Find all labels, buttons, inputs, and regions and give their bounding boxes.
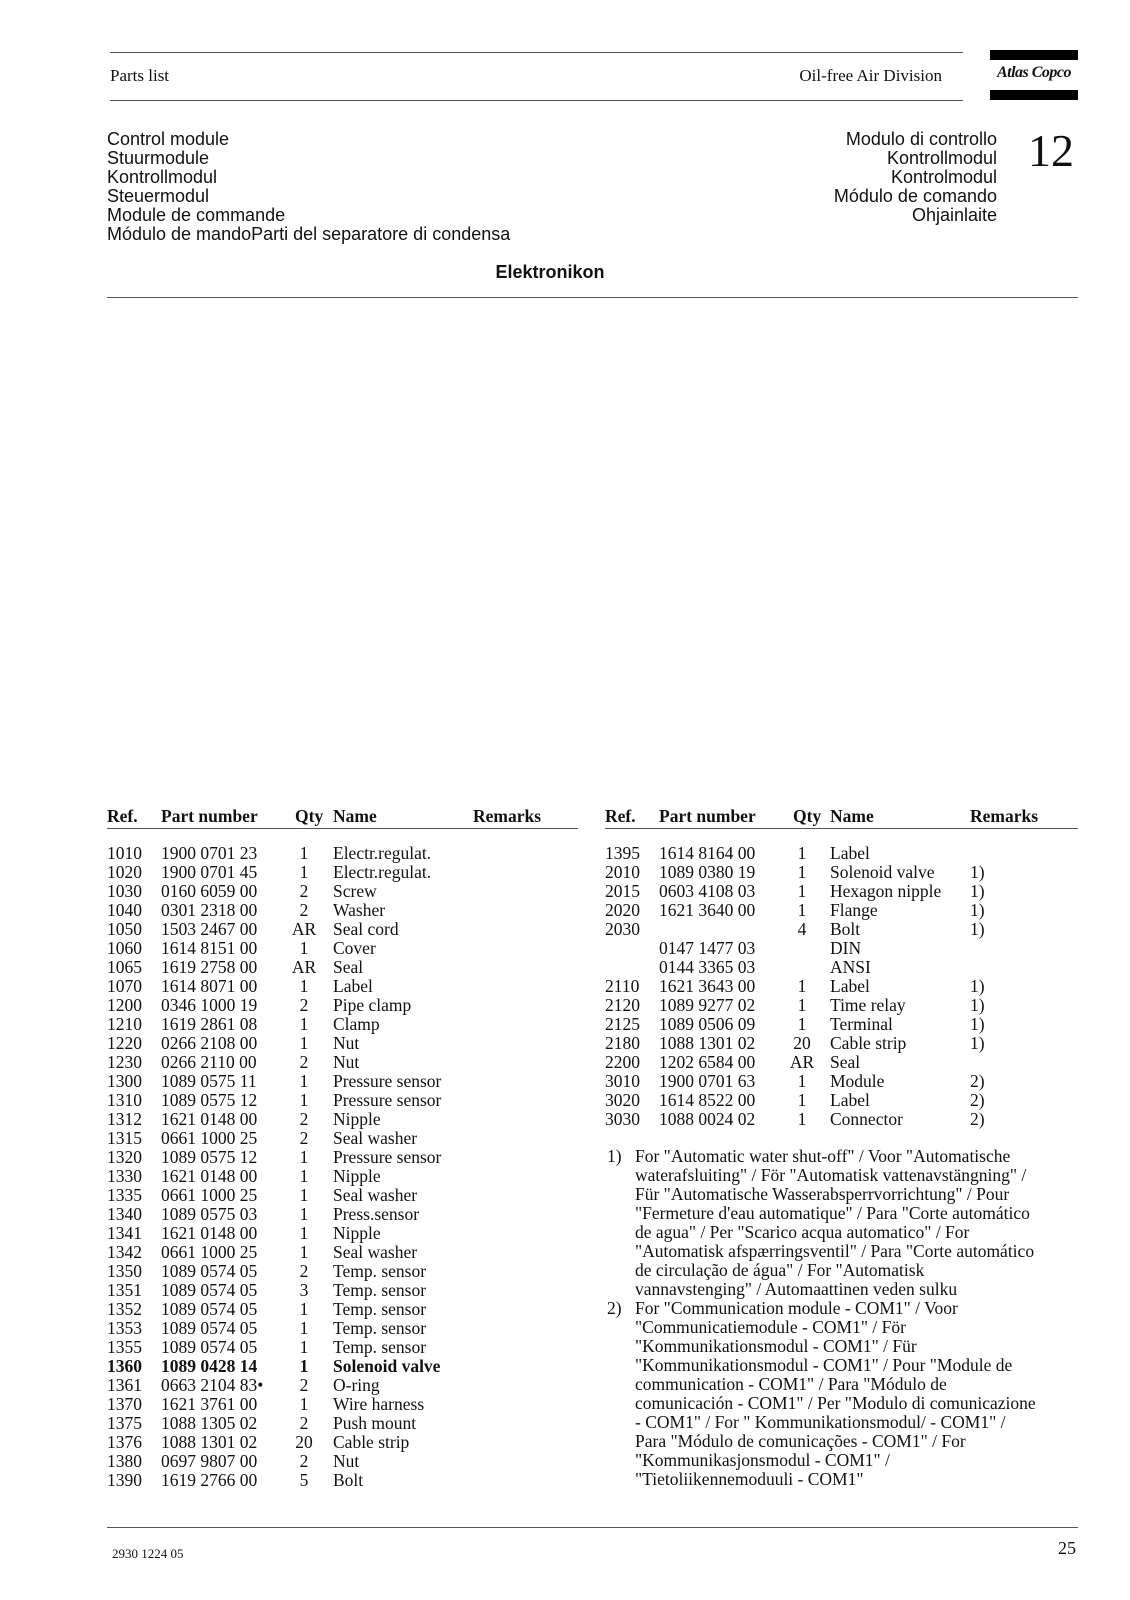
- cell-part-number: 1619 2758 00: [161, 957, 258, 977]
- table-row: [0, 1357, 580, 1376]
- cell-qty: 1: [797, 900, 807, 920]
- cell-qty: 1: [299, 938, 309, 958]
- cell-part-number: 1089 9277 02: [659, 995, 756, 1015]
- cell-ref: 1300: [107, 1071, 142, 1091]
- table-row: [0, 1110, 1100, 1129]
- cell-ref: 1050: [107, 919, 142, 939]
- cell-part-number: 1089 0575 11: [161, 1071, 257, 1091]
- cell-qty: AR: [291, 919, 317, 939]
- footnote-line: waterafsluiting" / För "Automatisk vattenavstängning" /: [635, 1165, 1027, 1185]
- cell-qty: 1: [797, 843, 807, 863]
- table-row: [0, 1148, 580, 1167]
- cell-part-number: 1900 0701 23: [161, 843, 258, 863]
- cell-part-number: 1089 0574 05: [161, 1280, 258, 1300]
- table-row: [0, 920, 1100, 939]
- cell-qty: 2: [299, 1109, 309, 1129]
- cell-part-number: 0144 3365 03: [659, 957, 756, 977]
- cell-part-number: 1614 8164 00: [659, 843, 756, 863]
- cell-qty: 1: [299, 1033, 309, 1053]
- footnote-text: [635, 1147, 1085, 1299]
- title-rule: [107, 297, 1078, 298]
- col-ref: Ref.: [107, 806, 138, 826]
- cell-name: Label: [830, 843, 870, 863]
- cell-ref: 2020: [605, 900, 640, 920]
- titles-right: [834, 130, 997, 225]
- cell-part-number: 0147 1477 03: [659, 938, 756, 958]
- col-name: Name: [333, 806, 377, 826]
- cell-remarks: 1): [970, 1014, 985, 1034]
- cell-ref: 1200: [107, 995, 142, 1015]
- cell-part-number: 0301 2318 00: [161, 900, 258, 920]
- col-name: Name: [830, 806, 874, 826]
- col-ref: Ref.: [605, 806, 636, 826]
- cell-qty: 1: [299, 1337, 309, 1357]
- cell-ref: 1335: [107, 1185, 142, 1205]
- cell-ref: 1355: [107, 1337, 142, 1357]
- chapter-number: 12: [1028, 125, 1074, 176]
- cell-name: Temp. sensor: [333, 1318, 427, 1338]
- page-number: 25: [1058, 1538, 1076, 1558]
- table-row: [0, 882, 1100, 901]
- cell-part-number: 1202 6584 00: [659, 1052, 756, 1072]
- table-row: [0, 1205, 580, 1224]
- cell-part-number: 1621 0148 00: [161, 1109, 258, 1129]
- header-top-rule: [110, 52, 963, 53]
- cell-qty: AR: [291, 957, 317, 977]
- cell-qty: 5: [299, 1470, 309, 1490]
- footnote-line: de circulação de água" / For "Automatisk: [635, 1260, 925, 1280]
- cell-ref: 1310: [107, 1090, 142, 1110]
- footnote-line: "Kommunikationsmodul - COM1" / Für: [635, 1336, 917, 1356]
- cell-part-number: 0663 2104 83•: [161, 1375, 264, 1395]
- col-qty: Qty: [793, 806, 822, 826]
- title-da: Kontrollmodul: [886, 148, 997, 168]
- cell-qty: 1: [299, 843, 309, 863]
- footnote-line: Para "Módulo de comunicações - COM1" / For: [635, 1431, 966, 1451]
- cell-qty: 1: [797, 1014, 807, 1034]
- cell-name: DIN: [830, 938, 862, 958]
- table-row: [0, 1015, 1100, 1034]
- cell-remarks: 2): [970, 1071, 985, 1091]
- cell-name: Cable strip: [333, 1432, 410, 1452]
- cell-ref: 2125: [605, 1014, 640, 1034]
- cell-qty: 1: [797, 995, 807, 1015]
- cell-qty: 2: [299, 1375, 309, 1395]
- title-it: Modulo di controllo: [845, 129, 997, 149]
- cell-part-number: 0697 9807 00: [161, 1451, 258, 1471]
- document-number: 2930 1224 05: [112, 1546, 184, 1561]
- table-row: [0, 1224, 580, 1243]
- footer-rule: [107, 1527, 1078, 1528]
- section-subtitle: Elektronikon: [495, 262, 605, 282]
- cell-qty: 2: [299, 1413, 309, 1433]
- cell-ref: 1330: [107, 1166, 142, 1186]
- cell-ref: 1010: [107, 843, 142, 863]
- footnote-text: [635, 1299, 1085, 1489]
- cell-name: Label: [830, 976, 870, 996]
- cell-part-number: 0346 1000 19: [161, 995, 258, 1015]
- cell-name: Wire harness: [333, 1394, 425, 1414]
- cell-name: Washer: [333, 900, 386, 920]
- title-en: Control module: [107, 129, 230, 149]
- cell-qty: 1: [797, 1090, 807, 1110]
- footnote-line: "Communicatiemodule - COM1" / För: [635, 1317, 906, 1337]
- cell-part-number: 0266 2110 00: [161, 1052, 257, 1072]
- cell-qty: 1: [797, 1109, 807, 1129]
- footnote-line: "Fermeture d'eau automatique" / Para "Corte automático: [635, 1203, 1030, 1223]
- table-row: [0, 1034, 1100, 1053]
- cell-name: Connector: [830, 1109, 903, 1129]
- cell-remarks: 1): [970, 995, 985, 1015]
- cell-remarks: 1): [970, 919, 985, 939]
- cell-qty: 1: [299, 1090, 309, 1110]
- cell-qty: 1: [797, 976, 807, 996]
- cell-name: Time relay: [830, 995, 906, 1015]
- cell-qty: 1: [797, 862, 807, 882]
- table-row: [0, 939, 1100, 958]
- footnote-line: For "Automatic water shut-off" / Voor "Automatische: [635, 1146, 1011, 1166]
- cell-part-number: 1614 8522 00: [659, 1090, 756, 1110]
- cell-part-number: 1621 0148 00: [161, 1223, 258, 1243]
- cell-name: Nipple: [333, 1223, 381, 1243]
- footnote-line: vannavstenging" / Automaattinen veden sulku: [635, 1279, 958, 1299]
- cell-name: Push mount: [333, 1413, 417, 1433]
- table-row: [0, 1452, 580, 1471]
- cell-part-number: 1900 0701 63: [659, 1071, 756, 1091]
- header-division: Oil-free Air Division: [799, 66, 942, 85]
- cell-qty: 1: [299, 1185, 309, 1205]
- cell-qty: 2: [299, 881, 309, 901]
- cell-ref: 2200: [605, 1052, 640, 1072]
- cell-ref: 1342: [107, 1242, 142, 1262]
- cell-name: Temp. sensor: [333, 1261, 427, 1281]
- cell-qty: 1: [299, 1147, 309, 1167]
- cell-ref: 1361: [107, 1375, 142, 1395]
- footnote-line: - COM1" / For " Kommunikationsmodul/ - COM1" /: [635, 1412, 1006, 1432]
- cell-qty: 2: [299, 1128, 309, 1148]
- title-es: Módulo de mandoParti del separatore di condensa: [107, 224, 511, 244]
- cell-name: Pressure sensor: [333, 1147, 442, 1167]
- table-row: [0, 1376, 580, 1395]
- cell-ref: 3010: [605, 1071, 640, 1091]
- cell-ref: 1380: [107, 1451, 142, 1471]
- table-row: [0, 1414, 580, 1433]
- cell-name: Seal washer: [333, 1128, 418, 1148]
- cell-part-number: 1621 3643 00: [659, 976, 756, 996]
- cell-part-number: 1089 0428 14: [161, 1356, 258, 1376]
- cell-part-number: 1089 0574 05: [161, 1261, 258, 1281]
- footnote-line: communication - COM1" / Para "Módulo de: [635, 1374, 947, 1394]
- table-row: [0, 1129, 580, 1148]
- cell-ref: 1220: [107, 1033, 142, 1053]
- cell-remarks: 1): [970, 1033, 985, 1053]
- cell-name: Module: [830, 1071, 885, 1091]
- cell-name: Solenoid valve: [333, 1356, 441, 1376]
- cell-name: Temp. sensor: [333, 1337, 427, 1357]
- cell-name: Solenoid valve: [830, 862, 935, 882]
- parts-table-right: [0, 844, 1100, 1129]
- cell-part-number: 1619 2861 08: [161, 1014, 258, 1034]
- cell-ref: 1315: [107, 1128, 142, 1148]
- cell-name: Cover: [333, 938, 376, 958]
- cell-part-number: 1089 0380 19: [659, 862, 756, 882]
- cell-ref: 2180: [605, 1033, 640, 1053]
- header-section-title: Parts list: [110, 66, 170, 85]
- cell-part-number: 1089 0574 05: [161, 1337, 258, 1357]
- cell-qty: 1: [299, 1318, 309, 1338]
- table-row: [0, 1319, 580, 1338]
- cell-part-number: 1089 0575 12: [161, 1090, 258, 1110]
- cell-ref: 3020: [605, 1090, 640, 1110]
- cell-name: ANSI: [830, 957, 871, 977]
- cell-name: Nipple: [333, 1109, 381, 1129]
- cell-name: Cable strip: [830, 1033, 907, 1053]
- cell-ref: 1060: [107, 938, 142, 958]
- footnote: [607, 1299, 1077, 1489]
- cell-ref: 1350: [107, 1261, 142, 1281]
- cell-name: Seal: [333, 957, 364, 977]
- table-row: [0, 1167, 580, 1186]
- cell-ref: 1360: [107, 1356, 142, 1376]
- cell-ref: 1230: [107, 1052, 142, 1072]
- cell-part-number: 1088 1301 02: [659, 1033, 756, 1053]
- title-sv: Kontrollmodul: [107, 167, 218, 187]
- cell-name: Label: [333, 976, 373, 996]
- cell-ref: 1312: [107, 1109, 142, 1129]
- table-row: [0, 1053, 1100, 1072]
- col-remarks: Remarks: [970, 806, 1039, 826]
- cell-part-number: 0603 4108 03: [659, 881, 756, 901]
- table-row: [0, 1433, 580, 1452]
- col-remarks: Remarks: [473, 806, 542, 826]
- footnote-line: de agua" / Per "Scarico acqua automatico" / For: [635, 1222, 970, 1242]
- cell-part-number: 1089 0574 05: [161, 1299, 258, 1319]
- cell-ref: 1376: [107, 1432, 142, 1452]
- cell-ref: 2110: [605, 976, 640, 996]
- cell-part-number: 1089 0574 05: [161, 1318, 258, 1338]
- cell-qty: 1: [299, 976, 309, 996]
- table-row: [0, 1281, 580, 1300]
- cell-name: Pipe clamp: [333, 995, 412, 1015]
- cell-remarks: 1): [970, 900, 985, 920]
- cell-name: Bolt: [830, 919, 861, 939]
- cell-part-number: 0160 6059 00: [161, 881, 258, 901]
- cell-name: Terminal: [830, 1014, 893, 1034]
- cell-part-number: 1619 2766 00: [161, 1470, 258, 1490]
- cell-name: Clamp: [333, 1014, 380, 1034]
- cell-part-number: 1089 0506 09: [659, 1014, 756, 1034]
- cell-part-number: 0266 2108 00: [161, 1033, 258, 1053]
- cell-name: Hexagon nipple: [830, 881, 942, 901]
- cell-name: Pressure sensor: [333, 1071, 442, 1091]
- cell-qty: 4: [797, 919, 807, 939]
- table-row: [0, 1072, 1100, 1091]
- cell-part-number: 1621 3640 00: [659, 900, 756, 920]
- cell-name: Temp. sensor: [333, 1280, 427, 1300]
- cell-ref: 2030: [605, 919, 640, 939]
- table-row: [0, 1338, 580, 1357]
- col-part-number: Part number: [659, 806, 756, 826]
- table-row: [0, 901, 1100, 920]
- table-row: [0, 1395, 580, 1414]
- cell-part-number: 0661 1000 25: [161, 1185, 258, 1205]
- cell-ref: 1395: [605, 843, 640, 863]
- cell-remarks: 1): [970, 976, 985, 996]
- cell-qty: 20: [295, 1432, 313, 1452]
- footnote-line: For "Communication module - COM1" / Voor: [635, 1298, 958, 1318]
- table-row: [0, 863, 1100, 882]
- table-row: [0, 844, 1100, 863]
- cell-part-number: 1614 8071 00: [161, 976, 258, 996]
- cell-ref: 1352: [107, 1299, 142, 1319]
- cell-qty: 1: [299, 1014, 309, 1034]
- cell-qty: 1: [797, 881, 807, 901]
- cell-qty: 1: [299, 1071, 309, 1091]
- cell-part-number: 1089 0575 03: [161, 1204, 258, 1224]
- col-qty: Qty: [295, 806, 324, 826]
- cell-part-number: 1621 3761 00: [161, 1394, 258, 1414]
- cell-name: Temp. sensor: [333, 1299, 427, 1319]
- cell-part-number: 1503 2467 00: [161, 919, 258, 939]
- cell-ref: 1370: [107, 1394, 142, 1414]
- col-part-number: Part number: [161, 806, 258, 826]
- cell-qty: 1: [299, 1299, 309, 1319]
- cell-name: Nipple: [333, 1166, 381, 1186]
- cell-remarks: 1): [970, 881, 985, 901]
- cell-name: Seal washer: [333, 1242, 418, 1262]
- footnote-line: "Kommunikasjonsmodul - COM1" /: [635, 1450, 890, 1470]
- cell-ref: 3030: [605, 1109, 640, 1129]
- cell-name: O-ring: [333, 1375, 380, 1395]
- cell-ref: 1351: [107, 1280, 142, 1300]
- title-fr: Module de commande: [107, 205, 286, 225]
- cell-name: Electr.regulat.: [333, 862, 432, 882]
- table-row: [0, 1300, 580, 1319]
- cell-part-number: 1614 8151 00: [161, 938, 258, 958]
- cell-qty: 2: [299, 1261, 309, 1281]
- footnote-number: 2): [607, 1298, 622, 1318]
- footnote-line: "Kommunikationsmodul - COM1" / Pour "Module de: [635, 1355, 1013, 1375]
- cell-name: Label: [830, 1090, 870, 1110]
- atlas-copco-logo: Atlas Copco: [990, 50, 1078, 102]
- cell-qty: 1: [299, 1394, 309, 1414]
- title-no: Kontrolmodul: [890, 167, 997, 187]
- cell-part-number: 1088 1301 02: [161, 1432, 258, 1452]
- cell-part-number: 0661 1000 25: [161, 1242, 258, 1262]
- cell-name: Nut: [333, 1451, 360, 1471]
- cell-part-number: 0661 1000 25: [161, 1128, 258, 1148]
- cell-part-number: 1089 0575 12: [161, 1147, 258, 1167]
- cell-qty: 2: [299, 900, 309, 920]
- table-header-rule-right: [605, 828, 1078, 829]
- table-row: [0, 1091, 1100, 1110]
- cell-qty: 1: [299, 1166, 309, 1186]
- cell-name: Seal: [830, 1052, 861, 1072]
- cell-name: Bolt: [333, 1470, 364, 1490]
- cell-ref: 1353: [107, 1318, 142, 1338]
- footnote-number: 1): [607, 1146, 622, 1166]
- table-row: [0, 1243, 580, 1262]
- cell-qty: 1: [299, 1223, 309, 1243]
- table-header-rule-left: [107, 828, 578, 829]
- footnote-line: "Tietoliikennemoduuli - COM1": [635, 1469, 864, 1489]
- cell-ref: 1340: [107, 1204, 142, 1224]
- cell-ref: 1390: [107, 1470, 142, 1490]
- cell-name: Screw: [333, 881, 377, 901]
- footnote-line: "Automatisk afspærringsventil" / Para "Corte automático: [635, 1241, 1035, 1261]
- cell-ref: 1030: [107, 881, 142, 901]
- cell-ref: 1341: [107, 1223, 142, 1243]
- cell-qty: AR: [789, 1052, 815, 1072]
- cell-ref: 1065: [107, 957, 142, 977]
- table-row: [0, 996, 1100, 1015]
- cell-ref: 2010: [605, 862, 640, 882]
- cell-ref: 1070: [107, 976, 142, 996]
- cell-ref: 1210: [107, 1014, 142, 1034]
- cell-ref: 1320: [107, 1147, 142, 1167]
- cell-qty: 2: [299, 1052, 309, 1072]
- cell-remarks: 2): [970, 1109, 985, 1129]
- cell-part-number: 1621 0148 00: [161, 1166, 258, 1186]
- cell-part-number: 1088 0024 02: [659, 1109, 756, 1129]
- footnote-line: comunicación - COM1" / Per "Modulo di comunicazione: [635, 1393, 1036, 1413]
- title-pt: Módulo de comando: [833, 186, 997, 206]
- cell-ref: 2015: [605, 881, 640, 901]
- cell-qty: 3: [299, 1280, 309, 1300]
- footnote: [607, 1147, 1077, 1299]
- cell-qty: 2: [299, 995, 309, 1015]
- table-row: [0, 1262, 580, 1281]
- table-row: [0, 1471, 580, 1490]
- cell-qty: 1: [797, 1071, 807, 1091]
- table-row: [0, 1186, 580, 1205]
- cell-name: Electr.regulat.: [333, 843, 432, 863]
- cell-remarks: 1): [970, 862, 985, 882]
- header-bottom-rule: [110, 100, 963, 101]
- cell-qty: 2: [299, 1451, 309, 1471]
- cell-name: Press.sensor: [333, 1204, 420, 1224]
- cell-name: Pressure sensor: [333, 1090, 442, 1110]
- table-row: [0, 958, 1100, 977]
- cell-name: Flange: [830, 900, 878, 920]
- cell-remarks: 2): [970, 1090, 985, 1110]
- cell-name: Nut: [333, 1052, 360, 1072]
- title-fi: Ohjainlaite: [911, 205, 997, 225]
- cell-qty: 1: [299, 1204, 309, 1224]
- cell-qty: 1: [299, 1242, 309, 1262]
- cell-part-number: 1900 0701 45: [161, 862, 258, 882]
- title-de: Steuermodul: [107, 186, 210, 206]
- table-row: [0, 977, 1100, 996]
- cell-name: Seal cord: [333, 919, 399, 939]
- cell-ref: 2120: [605, 995, 640, 1015]
- cell-part-number: 1088 1305 02: [161, 1413, 258, 1433]
- titles-left: [107, 130, 510, 244]
- footnote-line: Für "Automatische Wasserabsperrvorrichtung" / Pour: [635, 1184, 1010, 1204]
- cell-ref: 1375: [107, 1413, 142, 1433]
- cell-qty: 1: [299, 1356, 309, 1376]
- title-nl: Stuurmodule: [107, 148, 210, 168]
- cell-qty: 20: [793, 1033, 811, 1053]
- cell-qty: 1: [299, 862, 309, 882]
- cell-name: Nut: [333, 1033, 360, 1053]
- cell-name: Seal washer: [333, 1185, 418, 1205]
- cell-ref: 1020: [107, 862, 142, 882]
- cell-ref: 1040: [107, 900, 142, 920]
